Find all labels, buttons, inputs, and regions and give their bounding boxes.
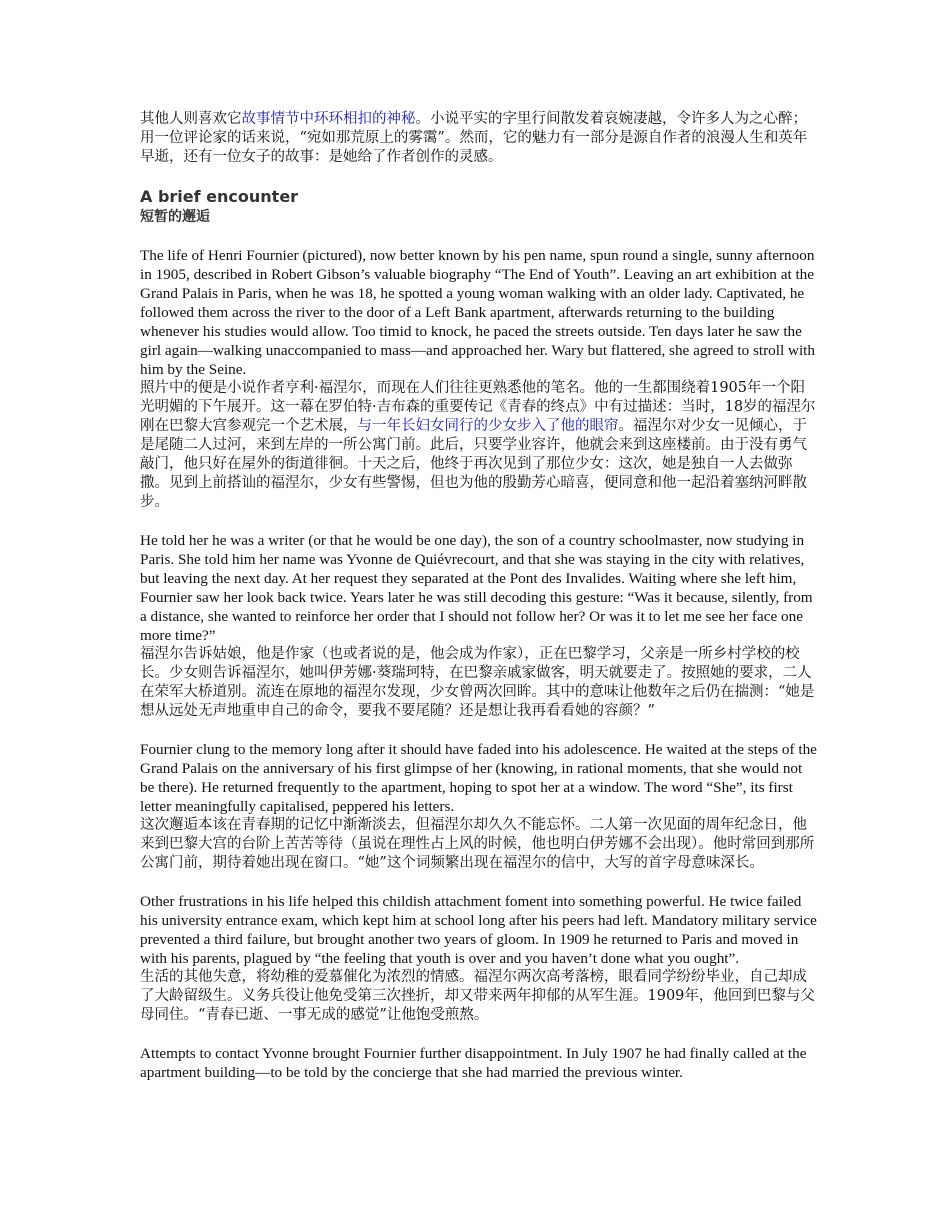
- article-body: [140, 110, 818, 1082]
- paragraph-pair-2: [140, 531, 818, 721]
- paragraph-en: Fournier clung to the memory long after it should have faded into his adolescence. He waited at the steps of the Grand Palais on the anniversary of his first glimpse of her (knowing, in rational moments, that she would not be there). He returned frequently to the apartment, hoping to spot her at a window. The word “She”, its first letter meaningfully capitalised, peppered his letters.: [140, 741, 817, 815]
- paragraph-pair-4: [140, 892, 818, 1025]
- paragraph-en: The life of Henri Fournier (pictured), now better known by his pen name, spun round a single, sunny afternoon in 1905, described in Robert Gibson’s valuable biography “The End of Youth”. Leaving an art exhibition at the Grand Palais in Paris, when he was 18, he spotted a young woman walking with an older lady. Captivated, he followed them across the river to the door of a Left Bank apartment, afterwards returning to the building whenever his studies would allow. Too timid to knock, he paced the streets outside. Ten days later he saw the girl again—walking unaccompanied to mass—and approached her. Wary but flattered, she agreed to stroll with him by the Seine.: [140, 247, 815, 378]
- section-heading-zh: 短暂的邂逅: [140, 209, 210, 225]
- paragraph-zh-before: 照片中的便是小说作者亨利·福涅尔，而现在人们往往更熟悉他的笔名。他的一生都围绕着1905年一个阳光明媚的下午展开。这一幕在罗伯特·吉布森的重要传记《青春的终点》中有过描述：当时，18岁的福涅尔刚在巴黎大宫参观完一个艺术展，: [140, 380, 816, 434]
- paragraph-pair-3: [140, 740, 818, 873]
- paragraph-zh: [140, 379, 818, 512]
- paragraph-pair-5: [140, 1044, 818, 1082]
- paragraph-zh: 这次邂逅本该在青春期的记忆中渐渐淡去，但福涅尔却久久不能忘怀。二人第一次见面的周年纪念日，他来到巴黎大宫的台阶上苦苦等待（虽说在理性占上风的时候，他也明白伊芳娜不会出现）。他时常回到那所公寓门前，期待着她出现在窗口。“她”这个词频繁出现在福涅尔的信中，大写的首字母意味深长。: [140, 817, 815, 871]
- intro-text-before: 其他人则喜欢它: [140, 111, 242, 127]
- paragraph-en: Other frustrations in his life helped this childish attachment foment into something powerful. He twice failed his university entrance exam, which kept him at school long after his peers had left. Mandatory military service prevented a third failure, but brought another two years of gloom. In 1909 he returned to Paris and moved in with his parents, plagued by “the feeling that youth is over and you haven’t done what you ought”.: [140, 893, 817, 967]
- paragraph-zh: 生活的其他失意，将幼稚的爱慕催化为浓烈的情感。福涅尔两次高考落榜，眼看同学纷纷毕业，自己却成了大龄留级生。义务兵役让他免受第三次挫折，却又带来两年抑郁的从军生涯。1909年，他回到巴黎与父母同住。“青春已逝、一事无成的感觉”让他饱受煎熬。: [140, 969, 815, 1023]
- intro-paragraph-zh: [140, 110, 818, 167]
- paragraph-zh-after: 。福涅尔对少女一见倾心，于是尾随二人过河，来到左岸的一所公寓门前。此后，只要学业容许，他就会来到这座楼前。由于没有勇气敲门，他只好在屋外的街道徘徊。十天之后，他终于再次见到了那位少女：这次，她是独自一人去做弥撒。见到上前搭讪的福涅尔，少女有些警惕，但也为他的殷勤芳心暗喜，便同意和他一起沿着塞纳河畔散步。: [140, 418, 807, 510]
- paragraph-zh-link[interactable]: 与一年长妇女同行的少女步入了他的眼帘: [357, 418, 619, 434]
- paragraph-en: Attempts to contact Yvonne brought Fournier further disappointment. In July 1907 he had finally called at the apartment building—to be told by the concierge that she had married the previous winter.: [140, 1045, 807, 1081]
- intro-text-after: 。小说平实的字里行间散发着哀婉凄越，令许多人为之心醉；用一位评论家的话来说，“宛如那荒原上的雾霭”。然而，它的魅力有一部分是源自作者的浪漫人生和英年早逝，还有一位女子的故事：是她给了作者创作的灵感。: [140, 111, 808, 165]
- intro-link[interactable]: 故事情节中环环相扣的神秘: [241, 111, 416, 127]
- paragraph-pair-1: [140, 246, 818, 512]
- section-heading-en: A brief encounter: [140, 187, 299, 206]
- paragraph-en: He told her he was a writer (or that he would be one day), the son of a country schoolmaster, now studying in Paris. She told him her name was Yvonne de Quiévrecourt, and that she was staying in the city with relatives, but leaving the next day. At her request they separated at the Pont des Invalides. Waiting where she left him, Fournier saw her look back twice. Years later he was still decoding this gesture: “Was it because, silently, from a distance, she wanted to reinforce her order that I should not follow her? Or was it to let me see her face one more time?”: [140, 532, 813, 644]
- paragraph-zh: 福涅尔告诉姑娘，他是作家（也或者说的是，他会成为作家），正在巴黎学习，父亲是一所乡村学校的校长。少女则告诉福涅尔，她叫伊芳娜·葵瑞珂特，在巴黎亲戚家做客，明天就要走了。按照她的要求，二人在荣军大桥道别。流连在原地的福涅尔发现，少女曾两次回眸。其中的意味让他数年之后仍在揣测：“她是想从远处无声地重申自己的命令，要我不要尾随？还是想让我再看看她的容颜？”: [140, 646, 815, 719]
